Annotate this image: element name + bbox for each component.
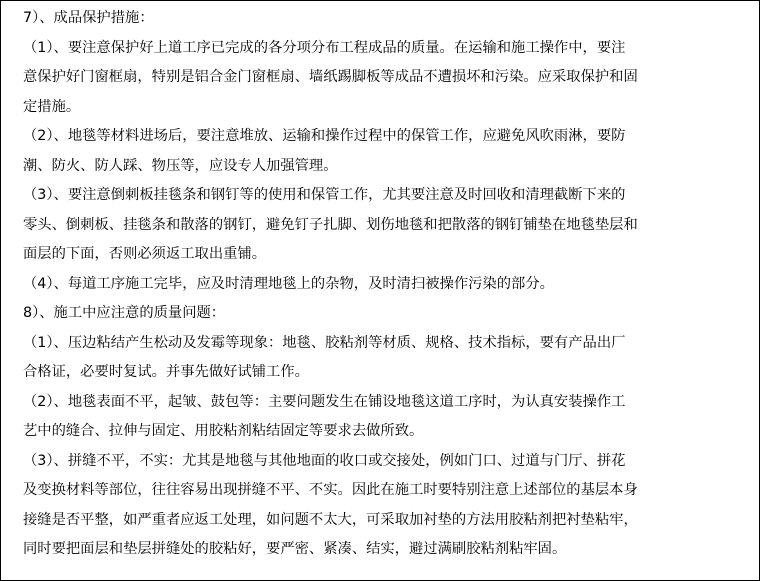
text-line: （2）、地毯等材料进场后，要注意堆放、运输和操作过程中的保管工作，应避免风吹雨淋，要防: [23, 128, 626, 144]
text-line: 接缝是否平整，如严重者应返工处理，如问题不太大，可采取加衬垫的方法用胶粘剂把衬垫粘牢，: [23, 511, 638, 528]
text-line: 艺中的缝合、拉伸与固定、用胶粘剂粘结固定等要求去做所致。: [23, 423, 424, 439]
text-line: 同时要把面层和垫层拼缝处的胶粘好，要严密、紧凑、结实，避过满刷胶粘剂粘牢固。: [23, 541, 567, 557]
heading-quality-issues: 8）、施工中应注意的质量问题：: [23, 305, 226, 321]
text-line: 定措施。: [23, 98, 81, 115]
text-line: 零头、倒刺板、挂毯条和散落的钢钉，避免钉子扎脚、划伤地毯和把散落的钢钉铺垫在地毯垫层和: [23, 216, 638, 233]
text-line: （3）、拼缝不平，不实：尤其是地毯与其他地面的收口或交接处，例如门口、过道与门厅、拼花: [23, 452, 626, 469]
text-line: （2）、地毯表面不平，起皱、鼓包等：主要问题发生在铺设地毯这道工序时，为认真安装操作工: [23, 393, 626, 410]
text-line: 合格证，必要时复试。并事先做好试铺工作。: [23, 364, 309, 380]
text-line: （3）、要注意倒刺板挂毯条和钢钉等的使用和保管工作，尤其要注意及时回收和清理截断下来的: [23, 187, 626, 203]
text-line: 潮、防火、防人踩、物压等，应设专人加强管理。: [23, 157, 338, 174]
text-line: （4）、每道工序施工完毕，应及时清理地毯上的杂物，及时清扫被操作污染的部分。: [23, 275, 554, 292]
heading-product-protection: 7）、成品保护措施：: [23, 10, 154, 26]
text-line: （1）、要注意保护好上道工序已完成的各分项分布工程成品的质量。在运输和施工操作中，要注: [23, 39, 626, 56]
text-line: 面层的下面，否则必须返工取出重铺。: [23, 246, 267, 262]
text-line: 意保护好门窗框扇，特别是铝合金门窗框扇、墙纸踢脚板等成品不遭损坏和污染。应采取保护和固: [23, 69, 638, 85]
text-line: 及变换材料等部位，往往容易出现拼缝不平、不实。因此在施工时要特别注意上述部位的基层本身: [23, 482, 638, 498]
text-line: （1）、压边粘结产生松动及发霉等现象：地毯、胶粘剂等材质、规格、技术指标，要有产品出厂: [23, 334, 626, 351]
document-body: [23, 1, 748, 565]
